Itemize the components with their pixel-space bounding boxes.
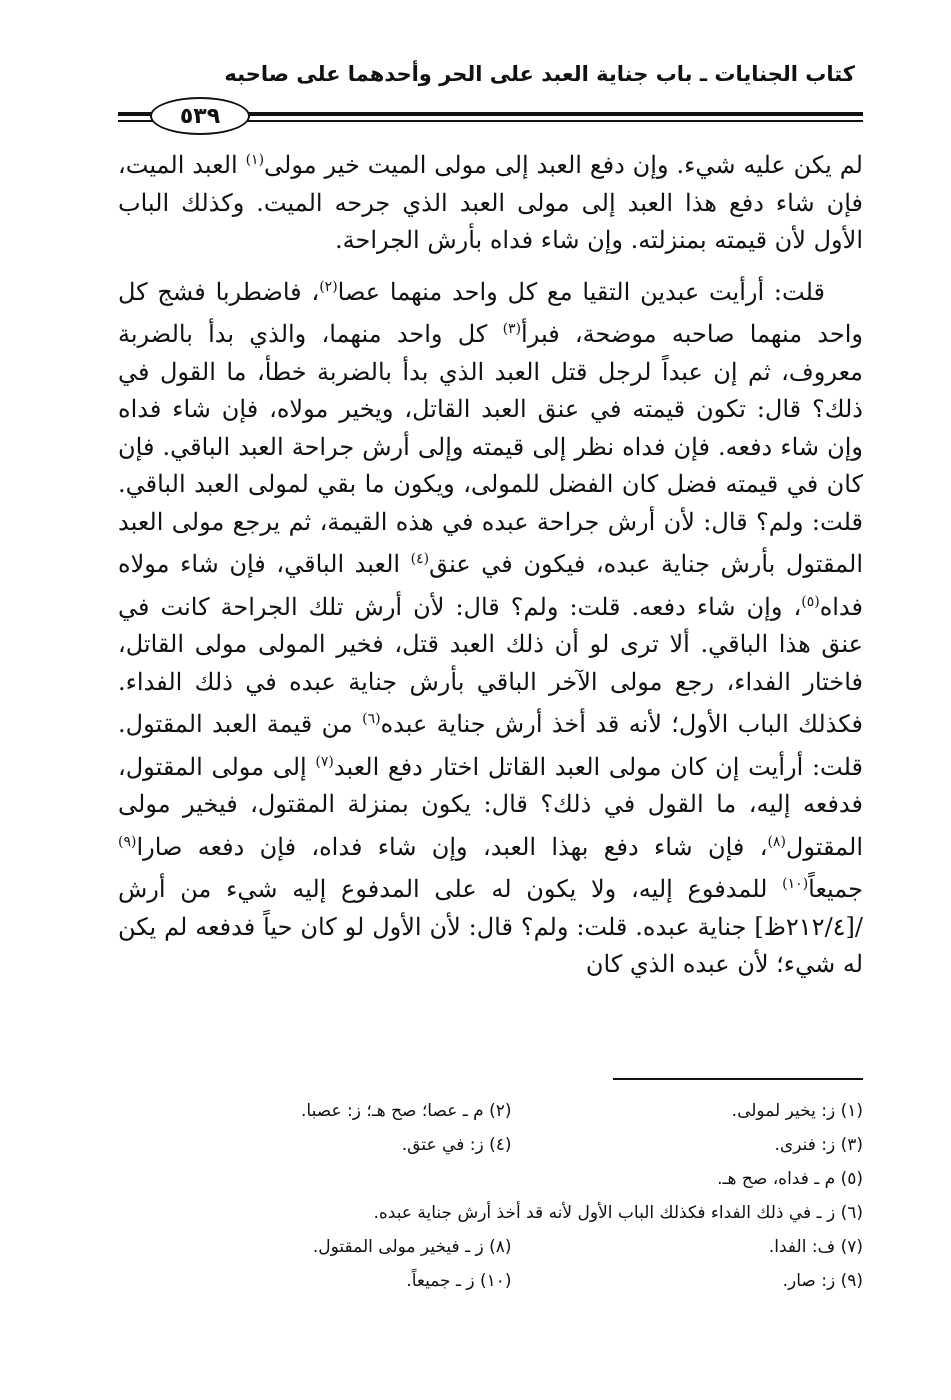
text-segment: لم يكن عليه شيء. وإن دفع العبد إلى مولى الميت خير مولى (264, 151, 863, 179)
text-segment: العبد الميت، فإن شاء دفع هذا العبد إلى مولى العبد الذي جرحه الميت. وكذلك الباب الأول لأن قيمته بمنزلته. وإن شاء فداه بأرش الجراحة. (118, 151, 863, 254)
footnote: (٨) ز ـ فيخير مولى المقتول. (312, 1237, 512, 1257)
text-segment: ، فاضطربا فشج كل واحد منهما صاحبه موضحة، فبرأ (118, 277, 864, 348)
footnote-row (160, 1196, 863, 1230)
body-paragraph (118, 142, 863, 260)
footnote: (٣) ز: فنرى. (774, 1135, 863, 1155)
text-segment: من قيمة العبد المقتول. قلت: أرأيت إن كان مولى العبد القاتل اختار دفع العبد (118, 710, 864, 781)
text-segment: جميعاً (808, 875, 863, 903)
footnote-separator (613, 1078, 863, 1080)
footnote: (٥) م ـ فداه، صح هـ. (717, 1169, 863, 1189)
footnote-ref: (٣) (502, 321, 522, 337)
footnote: (١) ز: يخير لمولى. (731, 1101, 863, 1121)
page-number: ٥٣٩ (150, 97, 250, 135)
text-segment: ، فإن شاء دفع بهذا العبد، وإن شاء فداه، فإن دفعه صارا (136, 832, 768, 861)
body-text (118, 142, 863, 984)
footnotes (160, 1094, 863, 1298)
footnote: (١٠) ز ـ جميعاً. (406, 1271, 512, 1291)
text-segment: العبد الباقي، فإن شاء مولاه فداه (118, 550, 863, 621)
text-segment: ، وإن شاء دفعه. قلت: ولم؟ قال: لأن أرش تلك الجراحة كانت في عنق هذا الباقي. ألا ترى لو أن ذلك العبد قتل، فخير المولى مولى القاتل، فاختار الفداء، رجع مولى الآخر الباقي بأرش جناية عبده في ذلك الفداء. فكذلك الباب الأول؛ لأنه قد أخذ أرش جناية عبده (118, 592, 864, 738)
body-paragraph (118, 269, 863, 984)
footnote: (٢) م ـ عصا؛ صح هـ؛ ز: عصبا. (300, 1101, 512, 1121)
footnote-ref: (٤) (410, 551, 430, 567)
text-segment: كل واحد منهما، والذي بدأ بالضربة معروف، ثم إن عبداً لرجل قتل العبد الذي بدأ بالضربة خطأ، ما القول في ذلك؟ قال: تكون قيمته في عنق العبد القاتل، ويخير مولاه، فإن شاء فداه وإن شاء دفعه. فإن فداه نظر إلى قيمته وإلى أرش جراحة العبد الباقي. فإن كان في قيمته فضل كان الفضل للمولى، ويكون ما بقي لمولى العبد الباقي. قلت: ولم؟ قال: لأن أرش جراحة عبده في هذه القيمة، ثم يرجع مولى العبد المقتول بأرش جناية عبده، فيكون في عنق (118, 320, 863, 578)
text-segment: قلت: أرأيت عبدين التقيا مع كل واحد منهما عصا (337, 277, 826, 306)
footnote-row (160, 1162, 863, 1196)
footnote-ref: (٧) (315, 753, 334, 770)
footnote-row (160, 1230, 863, 1264)
footnote: (٦) ز ـ في ذلك الفداء فكذلك الباب الأول لأنه قد أخذ أرش جناية عبده. (373, 1203, 863, 1223)
running-title: كتاب الجنايات ـ باب جناية العبد على الحر وأحدهما على صاحبه (224, 62, 855, 86)
footnote-ref: (٨) (767, 833, 786, 850)
footnote-ref: (٩) (118, 833, 137, 850)
text-segment: إلى مولى المقتول، فدفعه إليه، ما القول في ذلك؟ قال: يكون بمنزلة المقتول، فيخير مولى المقتول (118, 752, 863, 861)
footnote-row (160, 1264, 863, 1298)
footnote-ref: (٦) (362, 711, 381, 727)
footnote: (٧) ف: الفدا. (768, 1237, 863, 1257)
footnote-ref: (٥) (801, 593, 820, 610)
footnote-ref: (١٠) (782, 876, 809, 892)
footnote-row (160, 1094, 863, 1128)
footnote-ref: (١) (245, 152, 265, 168)
footnote: (٤) ز: في عتق. (401, 1135, 512, 1155)
text-segment: للمدفوع إليه، ولا يكون له على المدفوع إليه شيء من أرش /[٢١٢/٤ظ] جناية عبده. قلت: ولم؟ قال: لأن الأول لو كان حياً فدفعه لم يكن له شيء؛ لأن عبده الذي كان (118, 875, 863, 978)
footnote-row (160, 1128, 863, 1162)
footnote-ref: (٢) (319, 278, 338, 295)
footnote: (٩) ز: صار. (782, 1271, 863, 1291)
